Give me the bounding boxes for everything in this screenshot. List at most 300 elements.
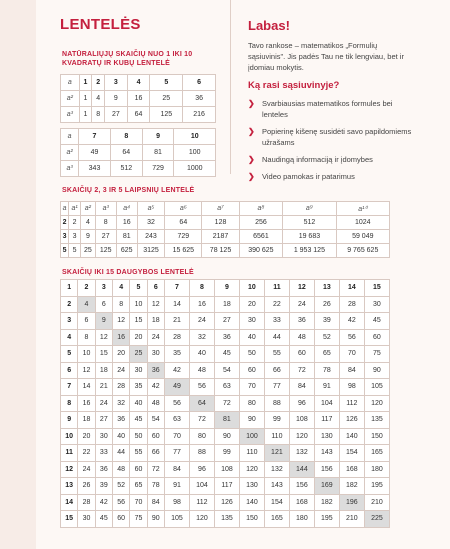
- table-cell: 256: [239, 216, 283, 230]
- table-cell: 11: [61, 445, 78, 462]
- table-cell: 120: [289, 428, 314, 445]
- table-cell: 50: [239, 346, 264, 363]
- table-cell: 30: [78, 511, 95, 528]
- table-cell: 5: [150, 75, 183, 91]
- table-cell: 14: [61, 494, 78, 511]
- table-header-cell: a⁶: [165, 202, 202, 216]
- table-cell: 108: [289, 412, 314, 429]
- table-cell: 180: [364, 461, 389, 478]
- table-cell: 26: [78, 478, 95, 495]
- table-cell: 18: [95, 362, 112, 379]
- table-cell: 20: [78, 428, 95, 445]
- table-row: [61, 129, 216, 145]
- table-row: [61, 362, 390, 379]
- table-row: [61, 161, 216, 177]
- table-cell: 88: [189, 445, 214, 462]
- table-cell: 117: [314, 412, 339, 429]
- table-cell: 6: [183, 75, 216, 91]
- table-cell: 7: [79, 129, 111, 145]
- table-cell: 84: [289, 379, 314, 396]
- table-cell: 60: [364, 329, 389, 346]
- squares-cubes-title: [62, 50, 192, 68]
- table-cell: 195: [314, 511, 339, 528]
- table-cell: 36: [289, 313, 314, 330]
- table-cell: 120: [364, 395, 389, 412]
- table-cell: 105: [364, 379, 389, 396]
- table-cell: 110: [264, 428, 289, 445]
- table-cell: 42: [339, 313, 364, 330]
- left-title: LENTELĖS: [60, 16, 141, 33]
- table-cell: 22: [78, 445, 95, 462]
- table-cell: 99: [214, 445, 239, 462]
- table-cell: 2: [69, 216, 81, 230]
- table-cell: 154: [339, 445, 364, 462]
- table-cell: 72: [189, 412, 214, 429]
- table-row: [61, 75, 216, 91]
- table-row: [61, 244, 390, 258]
- table-header-cell: a¹: [69, 202, 81, 216]
- table-cell: 50: [130, 428, 147, 445]
- table-cell: a³: [61, 161, 79, 177]
- table-cell: a³: [61, 107, 80, 123]
- table-cell: 112: [339, 395, 364, 412]
- table-row: [61, 511, 390, 528]
- table-cell: 3125: [137, 244, 164, 258]
- table-cell: 30: [147, 346, 164, 363]
- table-cell: 6: [95, 296, 112, 313]
- table-cell: 729: [142, 161, 174, 177]
- table-cell: 84: [164, 461, 189, 478]
- table-cell: 99: [264, 412, 289, 429]
- table-cell: 144: [289, 461, 314, 478]
- table-cell: 84: [147, 494, 164, 511]
- multiplication-table: [60, 279, 390, 528]
- table-cell: 125: [150, 107, 183, 123]
- table-cell: 110: [239, 445, 264, 462]
- table-cell: 60: [147, 428, 164, 445]
- table-cell: 12: [95, 329, 112, 346]
- table-cell: 20: [112, 346, 129, 363]
- table-cell: 44: [264, 329, 289, 346]
- table-cell: 42: [164, 362, 189, 379]
- table-cell: 52: [112, 478, 129, 495]
- table-cell: 81: [214, 412, 239, 429]
- table-cell: 2187: [202, 230, 239, 244]
- table-cell: 132: [289, 445, 314, 462]
- table-cell: 120: [189, 511, 214, 528]
- table-cell: 56: [164, 395, 189, 412]
- table-cell: 24: [289, 296, 314, 313]
- table-header-cell: a⁷: [202, 202, 239, 216]
- table-cell: 56: [112, 494, 129, 511]
- table-cell: 1024: [336, 216, 389, 230]
- table-cell: 27: [104, 107, 127, 123]
- table-cell: a²: [61, 91, 80, 107]
- contents-item: ❯ Video pamokas ir patarimus: [248, 172, 355, 181]
- table-cell: 180: [289, 511, 314, 528]
- table-cell: 132: [264, 461, 289, 478]
- table-cell: 20: [130, 329, 147, 346]
- table-cell: 168: [289, 494, 314, 511]
- table-cell: 8: [189, 280, 214, 297]
- table-cell: 72: [214, 395, 239, 412]
- table-cell: 100: [239, 428, 264, 445]
- contents-item: ❯ Naudingą informaciją ir įdomybes: [248, 155, 373, 164]
- table-cell: 35: [164, 346, 189, 363]
- table-cell: 40: [239, 329, 264, 346]
- table-cell: 7: [164, 280, 189, 297]
- table-cell: 9: [214, 280, 239, 297]
- table-cell: 143: [264, 478, 289, 495]
- table-row: [61, 313, 390, 330]
- table-cell: 49: [79, 145, 111, 161]
- table-cell: 3: [61, 313, 78, 330]
- table-cell: 10: [174, 129, 216, 145]
- table-cell: 64: [127, 107, 150, 123]
- table-cell: 65: [130, 478, 147, 495]
- table-cell: 84: [339, 362, 364, 379]
- table-cell: 195: [364, 478, 389, 495]
- table-cell: a²: [61, 145, 79, 161]
- table-cell: 128: [202, 216, 239, 230]
- table-cell: 105: [164, 511, 189, 528]
- table-cell: 48: [189, 362, 214, 379]
- table-cell: 130: [239, 478, 264, 495]
- table-cell: a: [61, 75, 80, 91]
- table-cell: 135: [364, 412, 389, 429]
- table-row: [61, 145, 216, 161]
- table-cell: 13: [61, 478, 78, 495]
- table-cell: 16: [116, 216, 137, 230]
- table-cell: 54: [147, 412, 164, 429]
- table-cell: 40: [189, 346, 214, 363]
- table-cell: 75: [130, 511, 147, 528]
- table-cell: 52: [314, 329, 339, 346]
- table-row: [61, 445, 390, 462]
- table-cell: 16: [127, 91, 150, 107]
- table-cell: 15: [130, 313, 147, 330]
- table-cell: 140: [339, 428, 364, 445]
- table-cell: 9: [104, 91, 127, 107]
- table-cell: 36: [183, 91, 216, 107]
- table-cell: 15: [61, 511, 78, 528]
- table-cell: 56: [339, 329, 364, 346]
- arrow-icon: ❯: [248, 127, 255, 136]
- table-cell: 121: [264, 445, 289, 462]
- table-cell: 24: [95, 395, 112, 412]
- table-cell: 130: [314, 428, 339, 445]
- table-cell: 70: [130, 494, 147, 511]
- table-cell: 125: [95, 244, 116, 258]
- table-cell: 70: [339, 346, 364, 363]
- table-cell: 12: [112, 313, 129, 330]
- table-cell: 65: [314, 346, 339, 363]
- table-cell: 19 683: [283, 230, 336, 244]
- table-cell: 9: [142, 129, 174, 145]
- table-cell: 12: [61, 461, 78, 478]
- table-cell: 33: [264, 313, 289, 330]
- table-cell: 63: [164, 412, 189, 429]
- contents-item: ❯ Svarbiausias matematikos formules bei lenteles: [248, 99, 393, 119]
- table-cell: 25: [150, 91, 183, 107]
- table-cell: 59 049: [336, 230, 389, 244]
- table-cell: 390 625: [239, 244, 283, 258]
- table-row: [61, 428, 390, 445]
- table-cell: 16: [78, 395, 95, 412]
- table-cell: 512: [110, 161, 142, 177]
- table-row: [61, 202, 390, 216]
- table-cell: 91: [314, 379, 339, 396]
- table-cell: 44: [112, 445, 129, 462]
- contents-item: ❯ Popierinę kišenę susidėti savo papildomiems užrašams: [248, 127, 412, 147]
- table-cell: 35: [130, 379, 147, 396]
- table-cell: 8: [95, 216, 116, 230]
- table-row: [61, 329, 390, 346]
- table-cell: 36: [112, 412, 129, 429]
- table-cell: 30: [95, 428, 112, 445]
- table-cell: 104: [189, 478, 214, 495]
- table-row: [61, 494, 390, 511]
- arrow-icon: ❯: [248, 155, 255, 164]
- table-cell: 225: [364, 511, 389, 528]
- table-cell: 42: [95, 494, 112, 511]
- table-cell: 150: [239, 511, 264, 528]
- table-cell: 11: [264, 280, 289, 297]
- table-row: [61, 461, 390, 478]
- table-cell: 1: [61, 280, 78, 297]
- table-cell: 78: [314, 362, 339, 379]
- table-cell: 9: [95, 313, 112, 330]
- table-cell: 18: [147, 313, 164, 330]
- arrow-icon: ❯: [248, 172, 255, 181]
- table-cell: 6: [147, 280, 164, 297]
- table-cell: 16: [112, 329, 129, 346]
- table-cell: 36: [214, 329, 239, 346]
- table-cell: 32: [189, 329, 214, 346]
- table-cell: 21: [95, 379, 112, 396]
- table-cell: 3: [69, 230, 81, 244]
- table-row: [61, 296, 390, 313]
- table-cell: 25: [130, 346, 147, 363]
- table-cell: 8: [78, 329, 95, 346]
- table-cell: 15 625: [165, 244, 202, 258]
- table-cell: 126: [214, 494, 239, 511]
- squares-title-line2: KVADRATŲ IR KUBŲ LENTELĖ: [62, 60, 170, 67]
- powers-table-title: SKAIČIŲ 2, 3 IR 5 LAIPSNIŲ LENTELĖ: [62, 187, 195, 194]
- table-cell: 15: [95, 346, 112, 363]
- table-cell: 10: [61, 428, 78, 445]
- table-cell: 9: [61, 412, 78, 429]
- table-cell: 182: [314, 494, 339, 511]
- table-cell: 90: [239, 412, 264, 429]
- table-row: [61, 412, 390, 429]
- table-cell: 27: [214, 313, 239, 330]
- table-cell: 64: [165, 216, 202, 230]
- table-cell: 9: [81, 230, 96, 244]
- table-header-cell: a²: [81, 202, 96, 216]
- table-cell: 28: [78, 494, 95, 511]
- squares-title-line1: NATŪRALIŲJŲ SKAIČIŲ NUO 1 IKI 10: [62, 51, 193, 58]
- table-cell: 150: [364, 428, 389, 445]
- table-cell: 14: [164, 296, 189, 313]
- table-cell: 80: [189, 428, 214, 445]
- table-header-cell: a: [61, 202, 69, 216]
- table-cell: 13: [314, 280, 339, 297]
- table-cell: 2: [78, 280, 95, 297]
- table-cell: 33: [95, 445, 112, 462]
- table-cell: 156: [314, 461, 339, 478]
- table-cell: 2: [92, 75, 105, 91]
- table-cell: 143: [314, 445, 339, 462]
- table-cell: 36: [95, 461, 112, 478]
- table-header-cell: a⁹: [283, 202, 336, 216]
- table-cell: 512: [283, 216, 336, 230]
- table-cell: 216: [183, 107, 216, 123]
- table-cell: 39: [95, 478, 112, 495]
- table-cell: 81: [116, 230, 137, 244]
- table-cell: 28: [112, 379, 129, 396]
- table-row: [61, 478, 390, 495]
- table-cell: 60: [112, 511, 129, 528]
- table-cell: 625: [116, 244, 137, 258]
- table-cell: 6561: [239, 230, 283, 244]
- table-cell: 90: [214, 428, 239, 445]
- table-cell: 4: [61, 329, 78, 346]
- table-cell: 4: [78, 296, 95, 313]
- table-cell: 18: [78, 412, 95, 429]
- table-header-cell: a⁸: [239, 202, 283, 216]
- table-cell: 91: [164, 478, 189, 495]
- table-cell: 27: [95, 230, 116, 244]
- table-cell: 16: [189, 296, 214, 313]
- table-cell: a: [61, 129, 79, 145]
- table-cell: 1000: [174, 161, 216, 177]
- table-cell: 2: [61, 216, 69, 230]
- table-cell: 81: [142, 145, 174, 161]
- table-cell: 14: [78, 379, 95, 396]
- table-cell: 32: [137, 216, 164, 230]
- table-cell: 1: [79, 107, 92, 123]
- table-cell: 210: [339, 511, 364, 528]
- table-cell: 729: [165, 230, 202, 244]
- table-cell: 55: [130, 445, 147, 462]
- table-cell: 5: [61, 346, 78, 363]
- table-cell: 135: [214, 511, 239, 528]
- table-cell: 60: [130, 461, 147, 478]
- table-cell: 1: [79, 75, 92, 91]
- powers-table: [60, 201, 390, 258]
- table-cell: 56: [189, 379, 214, 396]
- table-cell: 98: [339, 379, 364, 396]
- table-cell: 14: [339, 280, 364, 297]
- table-cell: 8: [61, 395, 78, 412]
- table-cell: 2: [61, 296, 78, 313]
- table-cell: 75: [364, 346, 389, 363]
- table-cell: 6: [78, 313, 95, 330]
- table-cell: 45: [364, 313, 389, 330]
- table-cell: 3: [104, 75, 127, 91]
- table-cell: 12: [289, 280, 314, 297]
- table-cell: 10: [78, 346, 95, 363]
- greeting-title: Labas!: [248, 18, 290, 33]
- table-cell: 12: [147, 296, 164, 313]
- table-cell: 165: [264, 511, 289, 528]
- intro-text: Tavo rankose – matematikos „Formulių sąsiuvinis". Jis padės Tau ne tik lengviau, bet ir įdomiau mokytis.: [248, 41, 404, 72]
- table-cell: 5: [130, 280, 147, 297]
- table-cell: 108: [214, 461, 239, 478]
- table-cell: 54: [214, 362, 239, 379]
- table-cell: 6: [61, 362, 78, 379]
- table-cell: 88: [264, 395, 289, 412]
- table-row: [61, 280, 390, 297]
- table-cell: 96: [189, 461, 214, 478]
- table-cell: 78 125: [202, 244, 239, 258]
- table-cell: 8: [110, 129, 142, 145]
- table-cell: 30: [130, 362, 147, 379]
- table-cell: 70: [164, 428, 189, 445]
- table-cell: 48: [112, 461, 129, 478]
- table-cell: 22: [264, 296, 289, 313]
- table-cell: 15: [364, 280, 389, 297]
- table-cell: 20: [239, 296, 264, 313]
- table-cell: 12: [78, 362, 95, 379]
- table-cell: 55: [264, 346, 289, 363]
- table-row: [61, 216, 390, 230]
- table-cell: 140: [239, 494, 264, 511]
- table-cell: 182: [339, 478, 364, 495]
- table-cell: 5: [69, 244, 81, 258]
- table-cell: 40: [130, 395, 147, 412]
- multiplication-table-title: SKAIČIŲ IKI 15 DAUGYBOS LENTELĖ: [62, 269, 194, 276]
- table-row: [61, 395, 390, 412]
- table-cell: 80: [239, 395, 264, 412]
- table-cell: 72: [289, 362, 314, 379]
- table-cell: 25: [81, 244, 96, 258]
- table-cell: 343: [79, 161, 111, 177]
- table-cell: 24: [147, 329, 164, 346]
- table-row: [61, 107, 216, 123]
- table-row: [61, 346, 390, 363]
- table-cell: 40: [112, 428, 129, 445]
- table-cell: 126: [339, 412, 364, 429]
- table-cell: 10: [130, 296, 147, 313]
- table-header-cell: a¹⁰: [336, 202, 389, 216]
- table-cell: 64: [189, 395, 214, 412]
- table-cell: 10: [239, 280, 264, 297]
- table-cell: 9 765 625: [336, 244, 389, 258]
- table-cell: 78: [147, 478, 164, 495]
- table-cell: 120: [239, 461, 264, 478]
- table-cell: 72: [147, 461, 164, 478]
- table-cell: 8: [112, 296, 129, 313]
- table-cell: 168: [339, 461, 364, 478]
- table-cell: 48: [289, 329, 314, 346]
- contents-list: [248, 98, 413, 188]
- table-cell: 60: [289, 346, 314, 363]
- table-cell: 66: [264, 362, 289, 379]
- table-row: [61, 379, 390, 396]
- table-cell: 90: [364, 362, 389, 379]
- table-row: [61, 91, 216, 107]
- table-header-cell: a⁵: [137, 202, 164, 216]
- table-header-cell: a³: [95, 202, 116, 216]
- table-cell: 165: [364, 445, 389, 462]
- table-cell: 77: [164, 445, 189, 462]
- column-divider: [230, 0, 231, 174]
- table-cell: 4: [112, 280, 129, 297]
- table-cell: 98: [164, 494, 189, 511]
- table-cell: 5: [61, 244, 69, 258]
